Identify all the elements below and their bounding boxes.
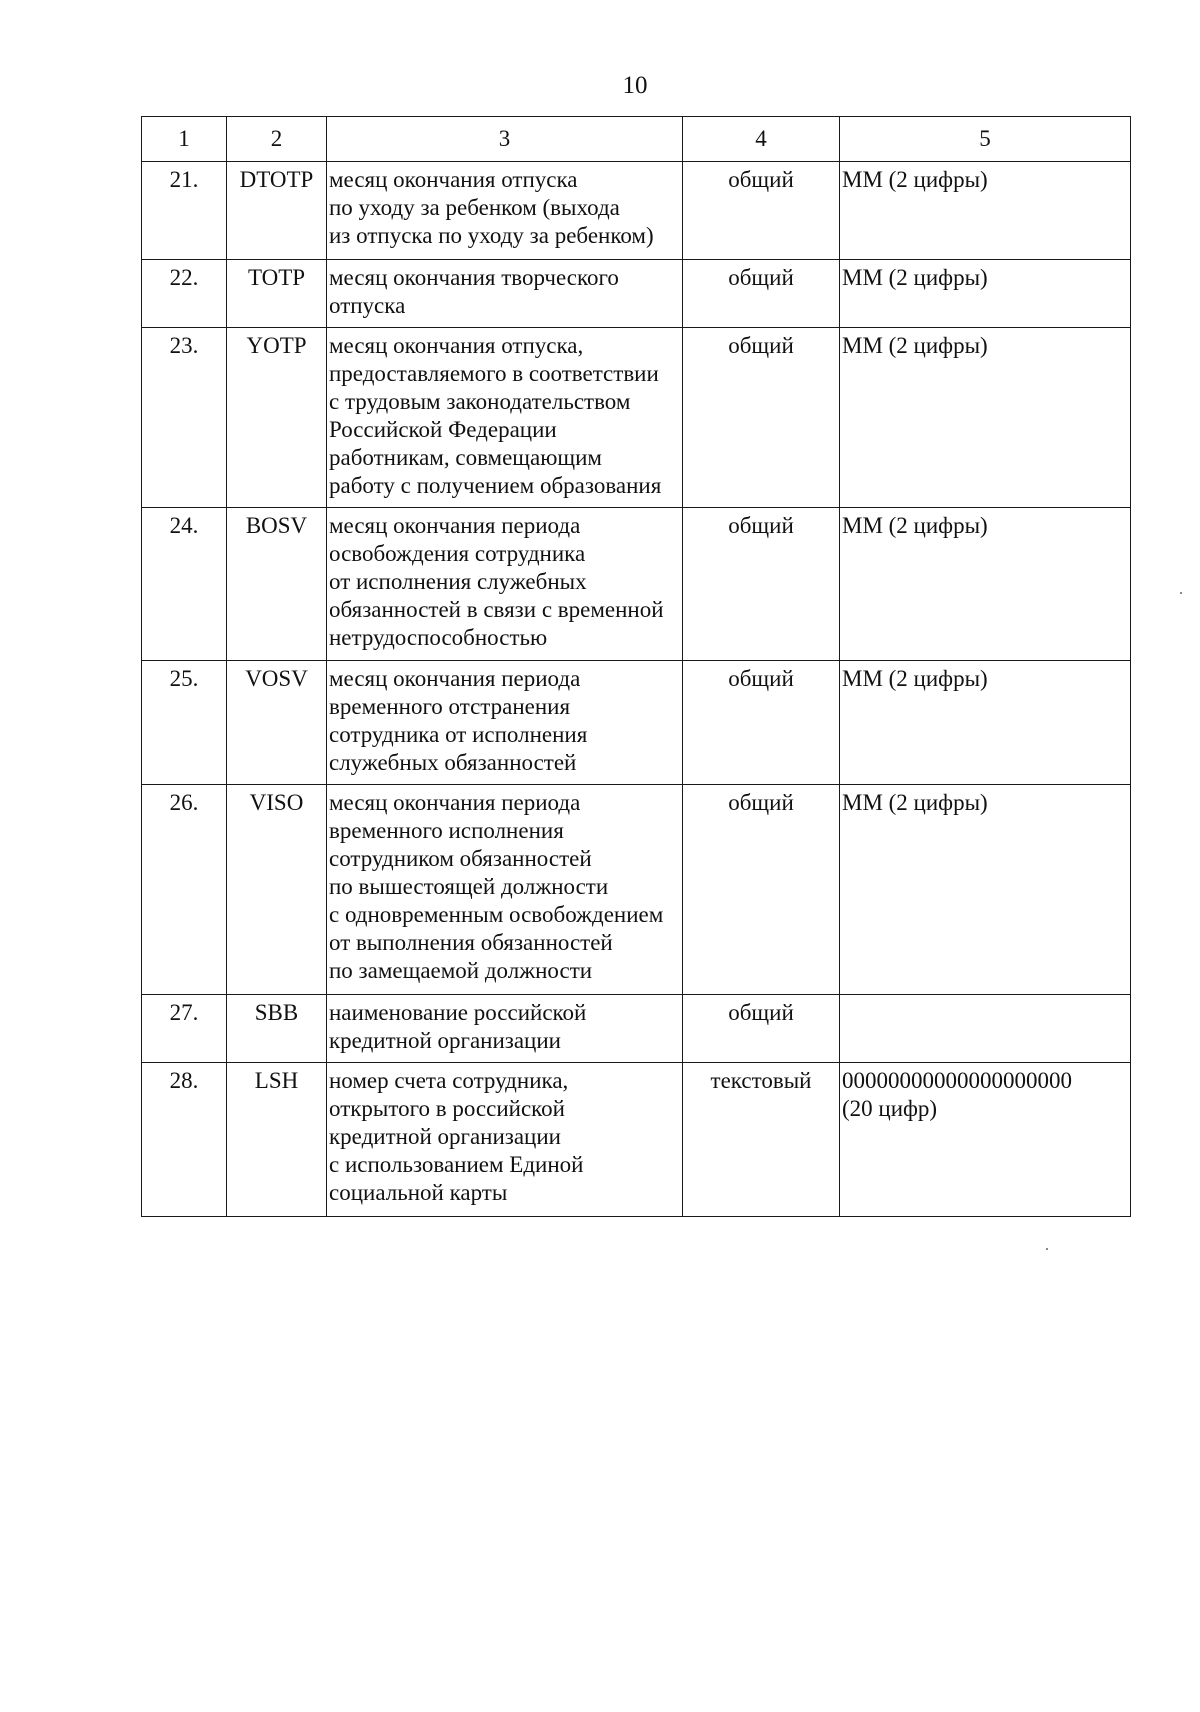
field-description xyxy=(327,328,683,508)
field-format xyxy=(840,508,1131,661)
field-type: общий xyxy=(683,260,840,328)
header-col-5: 5 xyxy=(840,117,1131,162)
table-row xyxy=(142,785,1131,995)
format-line: 00000000000000000000 xyxy=(842,1068,1072,1093)
format-line: ММ (2 цифры) xyxy=(842,790,988,815)
description-line: месяц окончания творческого xyxy=(329,265,619,290)
description-line: из отпуска по уходу за ребенком) xyxy=(329,223,654,248)
field-type: общий xyxy=(683,328,840,508)
row-number: 27. xyxy=(142,995,227,1063)
row-number: 25. xyxy=(142,661,227,785)
header-col-2: 2 xyxy=(227,117,327,162)
description-line: обязанностей в связи с временной xyxy=(329,597,664,622)
format-line: ММ (2 цифры) xyxy=(842,666,988,691)
field-description xyxy=(327,785,683,995)
description-line: сотрудником обязанностей xyxy=(329,846,592,871)
scan-speck xyxy=(1046,1248,1048,1250)
format-line: ММ (2 цифры) xyxy=(842,513,988,538)
field-format xyxy=(840,162,1131,260)
row-number: 26. xyxy=(142,785,227,995)
field-type: текстовый xyxy=(683,1063,840,1217)
table-row xyxy=(142,1063,1131,1217)
row-number: 23. xyxy=(142,328,227,508)
description-line: кредитной организации xyxy=(329,1028,561,1053)
row-number: 24. xyxy=(142,508,227,661)
description-line: от исполнения служебных xyxy=(329,569,587,594)
field-description xyxy=(327,260,683,328)
field-code: DTOTP xyxy=(227,162,327,260)
fields-table xyxy=(141,116,1131,1217)
format-line: (20 цифр) xyxy=(842,1096,938,1121)
field-description xyxy=(327,995,683,1063)
description-line: предоставляемого в соответствии xyxy=(329,361,659,386)
field-description xyxy=(327,508,683,661)
field-code: LSH xyxy=(227,1063,327,1217)
field-format xyxy=(840,328,1131,508)
field-code: BOSV xyxy=(227,508,327,661)
row-number: 21. xyxy=(142,162,227,260)
field-type: общий xyxy=(683,661,840,785)
header-col-4: 4 xyxy=(683,117,840,162)
table-row xyxy=(142,508,1131,661)
description-line: месяц окончания отпуска xyxy=(329,167,578,192)
description-line: месяц окончания периода xyxy=(329,790,581,815)
table-row xyxy=(142,162,1131,260)
description-line: открытого в российской xyxy=(329,1096,565,1121)
field-type: общий xyxy=(683,508,840,661)
field-code: TOTP xyxy=(227,260,327,328)
description-line: кредитной организации xyxy=(329,1124,561,1149)
table-row xyxy=(142,661,1131,785)
description-line: работникам, совмещающим xyxy=(329,445,602,470)
page-number: 10 xyxy=(622,72,648,99)
description-line: месяц окончания периода xyxy=(329,666,581,691)
description-line: служебных обязанностей xyxy=(329,750,577,775)
field-type: общий xyxy=(683,995,840,1063)
format-line: ММ (2 цифры) xyxy=(842,265,988,290)
field-format xyxy=(840,260,1131,328)
format-line: ММ (2 цифры) xyxy=(842,167,988,192)
header-col-3: 3 xyxy=(327,117,683,162)
description-line: освобождения сотрудника xyxy=(329,541,586,566)
description-line: временного исполнения xyxy=(329,818,564,843)
table-row xyxy=(142,328,1131,508)
description-line: с одновременным освобождением xyxy=(329,902,664,927)
description-line: по вышестоящей должности xyxy=(329,874,609,899)
table-row xyxy=(142,995,1131,1063)
description-line: номер счета сотрудника, xyxy=(329,1068,569,1093)
table-header-row xyxy=(142,117,1131,162)
field-code: VISO xyxy=(227,785,327,995)
description-line: от выполнения обязанностей xyxy=(329,930,613,955)
description-line: работу с получением образования xyxy=(329,473,662,498)
field-description xyxy=(327,661,683,785)
field-description xyxy=(327,162,683,260)
row-number: 28. xyxy=(142,1063,227,1217)
field-format xyxy=(840,1063,1131,1217)
description-line: временного отстранения xyxy=(329,694,571,719)
scan-speck xyxy=(1180,592,1182,594)
format-line: ММ (2 цифры) xyxy=(842,333,988,358)
description-line: социальной карты xyxy=(329,1180,508,1205)
header-col-1: 1 xyxy=(142,117,227,162)
description-line: по замещаемой должности xyxy=(329,958,593,983)
field-description xyxy=(327,1063,683,1217)
field-type: общий xyxy=(683,785,840,995)
description-line: нетрудоспособностью xyxy=(329,625,548,650)
field-code: SBB xyxy=(227,995,327,1063)
field-format xyxy=(840,995,1131,1063)
description-line: отпуска xyxy=(329,293,406,318)
description-line: сотрудника от исполнения xyxy=(329,722,588,747)
description-line: месяц окончания отпуска, xyxy=(329,333,584,358)
field-format xyxy=(840,785,1131,995)
description-line: наименование российской xyxy=(329,1000,587,1025)
field-format xyxy=(840,661,1131,785)
table-row xyxy=(142,260,1131,328)
field-code: YOTP xyxy=(227,328,327,508)
field-type: общий xyxy=(683,162,840,260)
description-line: месяц окончания периода xyxy=(329,513,581,538)
description-line: по уходу за ребенком (выхода xyxy=(329,195,620,220)
field-code: VOSV xyxy=(227,661,327,785)
row-number: 22. xyxy=(142,260,227,328)
description-line: Российской Федерации xyxy=(329,417,557,442)
description-line: с использованием Единой xyxy=(329,1152,584,1177)
description-line: с трудовым законодательством xyxy=(329,389,631,414)
